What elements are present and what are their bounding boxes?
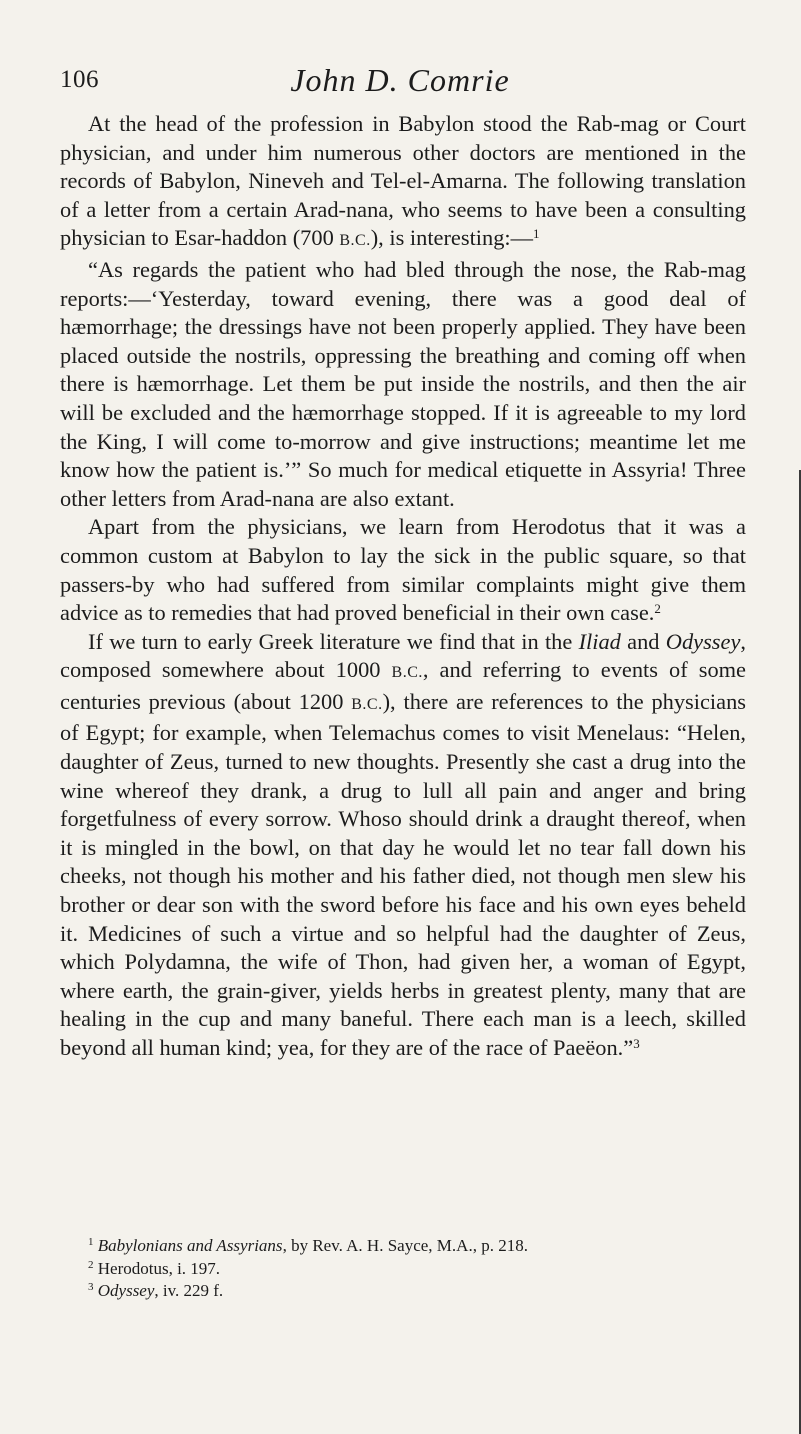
footnote-number: 3 xyxy=(88,1281,94,1293)
page-header xyxy=(60,62,740,106)
paragraph-text: Apart from the physicians, we learn from Herodotus that it was a common custom at Babylon to lay the sick in the public square, so that passers-by who had suffered from similar complaints might give them advice as to remedies that had proved beneficial in their own case. xyxy=(60,514,746,626)
footnote-text: Herodotus, i. 197. xyxy=(97,1258,221,1278)
paragraph-text: and xyxy=(620,628,666,654)
footnote-ref-3[interactable]: 3 xyxy=(633,1036,640,1051)
footnote-text: , iv. 229 f. xyxy=(154,1281,224,1300)
footnote-number: 1 xyxy=(88,1236,94,1248)
paragraph-text: “As regards the patient who had bled through the nose, the Rab-mag reports:—‘Yesterday, toward evening, there was a good deal of hæmorrhage; the dressings have not been properly applied. They have been placed outside the nostrils, oppressing the breathing and coming off when there is hæmorrhage. Let them be put inside the nostrils, and then the air will be excluded and the hæmorrhage stopped. If it is agreeable to my lord the King, I will come to-morrow and give instructions; meantime let me know how the patient is.’” So much for medical etiquette in Assyria! Three other letters from Arad-nana are also extant. xyxy=(60,256,746,511)
paragraph-text: ), there are references to the physicians of Egypt; for example, when Telemachus comes to visit Menelaus: “Helen, daughter of Zeus, turned to new thoughts. Presently she cast a drug into the wine whereof they drank, a drug to lull all pain and anger and bring forgetfulness of every sorrow. Whoso should drink a draught thereof, when it is mingled in the bowl, on that day he would let no tear fall down his cheeks, not though his mother and his father died, not though men slew his brother or dear son with the sword before his face and his own eyes beheld it. Medicines of such a virtue and so helpful had the daughter of Zeus, which Polydamna, the wife of Thon, had given her, a woman of Egypt, where earth, the grain-giver, yields herbs in greatest plenty, many that are healing in the cup and many baneful. There each man is a leech, skilled beyond all human kind; yea, for they are of the race of Paeëon.” xyxy=(60,688,746,1060)
paragraph-text: At the head of the profession in Babylon stood the Rab-mag or Court physician, and under him numerous other doctors are mentioned in the records of Babylon, Nineveh and Tel-el-Amarna. The following translation of a letter from a certain Arad-nana, who seems to have been a consulting physician to Esar-haddon (700 xyxy=(60,111,746,251)
era-abbreviation: B.C. xyxy=(339,232,371,250)
work-title-iliad: Iliad xyxy=(578,628,621,654)
footnote-ref-1[interactable]: 1 xyxy=(533,226,540,242)
paragraph-text: , and referring to events of some centuries previous (about 1200 xyxy=(60,657,746,714)
paragraph-4 xyxy=(60,628,746,1063)
footnote-title: Babylonians and Assyrians xyxy=(97,1236,283,1255)
footnote-title: Odyssey xyxy=(97,1281,155,1300)
paragraph-2 xyxy=(60,256,746,513)
footnote-text: , by Rev. A. H. Sayce, M.A., p. 218. xyxy=(282,1236,528,1255)
paragraph-text: If we turn to early Greek literature we find that in the xyxy=(88,628,579,654)
body-text xyxy=(60,110,746,1063)
paragraph-1 xyxy=(60,110,746,256)
work-title-odyssey: Odyssey xyxy=(665,628,741,654)
era-abbreviation: B.C. xyxy=(351,695,383,713)
footnotes xyxy=(60,1235,746,1303)
paragraph-text: ), is interesting:— xyxy=(370,225,534,251)
era-abbreviation: B.C. xyxy=(391,664,423,682)
paragraph-text: , composed somewhere about 1000 xyxy=(60,628,746,683)
page-number: 106 xyxy=(60,66,99,93)
footnote-1 xyxy=(60,1235,746,1258)
footnote-number: 2 xyxy=(88,1258,94,1271)
footnote-2 xyxy=(60,1258,746,1281)
paragraph-3 xyxy=(60,513,746,627)
footnote-ref-2[interactable]: 2 xyxy=(654,601,661,617)
running-head: John D. Comrie xyxy=(290,62,510,98)
footnote-3 xyxy=(60,1280,746,1303)
